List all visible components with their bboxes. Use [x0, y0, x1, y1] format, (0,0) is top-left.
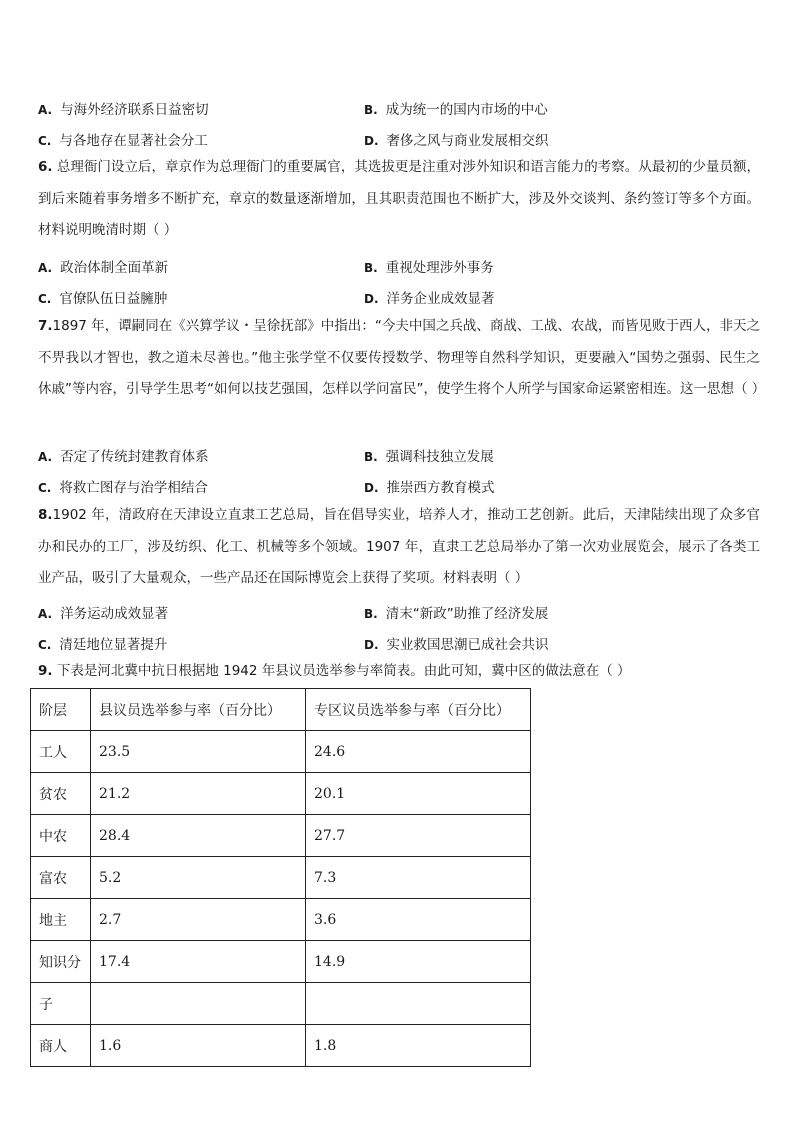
q8-option-b[interactable]: B. 清末“新政”助推了经济发展	[364, 606, 549, 622]
table-row	[31, 899, 531, 941]
table-cell: 27.7	[306, 815, 531, 857]
q8-options-row-2	[38, 633, 758, 653]
table-cell: 21.2	[91, 773, 306, 815]
table-cell: 1.8	[306, 1025, 531, 1067]
table-cell: 5.2	[91, 857, 306, 899]
table-row	[31, 941, 531, 983]
q5-option-b[interactable]: B. 成为统一的国内市场的中心	[364, 102, 548, 118]
table-cell: 富农	[31, 857, 91, 899]
q7-stem: 7.1897 年，谭嗣同在《兴算学议・呈徐抚部》中指出：“今夫中国之兵战、商战、工战、农战，而皆见败于西人，非天之不畀我以才智也，教之道未尽善也。”他主张学堂不仅要传授数学、物理等自然科学知识，更要融入“国势之强弱、民生之休戚”等内容，引导学生思考“如何以技艺强国，怎样以学问富民”，使学生将个人所学与国家命运紧密相连。这一思想（ ）	[38, 318, 766, 397]
table-cell: 知识分	[31, 941, 91, 983]
q6-options-row-2	[38, 287, 758, 307]
table-cell: 17.4	[91, 941, 306, 983]
q8-option-c[interactable]: C. 清廷地位显著提升	[38, 637, 168, 653]
table-cell	[306, 983, 531, 1025]
table-cell	[91, 983, 306, 1025]
q6-option-d[interactable]: D. 洋务企业成效显著	[364, 291, 495, 307]
q7-options-row-1	[38, 445, 758, 465]
table-cell: 23.5	[91, 731, 306, 773]
table-cell: 工人	[31, 731, 91, 773]
q7-option-a[interactable]: A. 否定了传统封建教育体系	[38, 449, 209, 465]
q7-option-d[interactable]: D. 推崇西方教育模式	[364, 480, 495, 496]
table-row	[31, 983, 531, 1025]
table-row	[31, 731, 531, 773]
table-cell: 20.1	[306, 773, 531, 815]
q6-option-b[interactable]: B. 重视处理涉外事务	[364, 260, 494, 276]
table-cell: 地主	[31, 899, 91, 941]
table-header-cell: 专区议员选举参与率（百分比）	[306, 689, 531, 731]
table-row	[31, 815, 531, 857]
q6-stem: 6. 总理衙门设立后，章京作为总理衙门的重要属官，其选拔更是注重对涉外知识和语言能力的考察。从最初的少量员额，到后来随着事务增多不断扩充，章京的数量逐渐增加，且其职责范围也不断扩大，涉及外交谈判、条约签订等多个方面。材料说明晚清时期（ ）	[38, 159, 760, 238]
table-cell: 中农	[31, 815, 91, 857]
q6-options-row-1	[38, 256, 758, 276]
q7-option-c[interactable]: C. 将救亡图存与治学相结合	[38, 480, 208, 496]
q5-options-row-2	[38, 129, 758, 149]
q7-option-b[interactable]: B. 强调科技独立发展	[364, 449, 494, 465]
q8-option-a[interactable]: A. 洋务运动成效显著	[38, 606, 169, 622]
table-cell: 14.9	[306, 941, 531, 983]
table-header-cell: 县议员选举参与率（百分比）	[91, 689, 306, 731]
q7-options-row-2	[38, 476, 758, 496]
table-header-cell: 阶层	[31, 689, 91, 731]
q5-options-row-1	[38, 98, 758, 118]
table-cell: 7.3	[306, 857, 531, 899]
q8-stem: 8.1902 年，清政府在天津设立直隶工艺总局，旨在倡导实业，培养人才，推动工艺创新。此后，天津陆续出现了众多官办和民办的工厂，涉及纺织、化工、机械等多个领域。1907 年，直隶工艺总局举办了第一次劝业展览会，展示了各类工业产品，吸引了大量观众，一些产品还在国际博览会上获得了奖项。材料表明（ ）	[38, 507, 760, 586]
q6-option-a[interactable]: A. 政治体制全面革新	[38, 260, 169, 276]
table-cell: 1.6	[91, 1025, 306, 1067]
table-header-row	[31, 689, 531, 731]
table-cell: 子	[31, 983, 91, 1025]
table-row	[31, 773, 531, 815]
election-participation-table	[30, 688, 531, 1067]
table-cell: 3.6	[306, 899, 531, 941]
table-cell: 24.6	[306, 731, 531, 773]
q5-option-d[interactable]: D. 奢侈之风与商业发展相交织	[364, 133, 549, 149]
table-row	[31, 857, 531, 899]
table-cell: 2.7	[91, 899, 306, 941]
table-cell: 28.4	[91, 815, 306, 857]
q5-option-c[interactable]: C. 与各地存在显著社会分工	[38, 133, 208, 149]
q6-option-c[interactable]: C. 官僚队伍日益臃肿	[38, 291, 168, 307]
q8-option-d[interactable]: D. 实业救国思潮已成社会共识	[364, 637, 549, 653]
table-cell: 贫农	[31, 773, 91, 815]
table-row	[31, 1025, 531, 1067]
q8-options-row-1	[38, 602, 758, 622]
q5-option-a[interactable]: A. 与海外经济联系日益密切	[38, 102, 209, 118]
table-cell: 商人	[31, 1025, 91, 1067]
q9-stem: 9. 下表是河北冀中抗日根据地 1942 年县议员选举参与率简表。由此可知，冀中区的做法意在（ ）	[38, 663, 631, 679]
